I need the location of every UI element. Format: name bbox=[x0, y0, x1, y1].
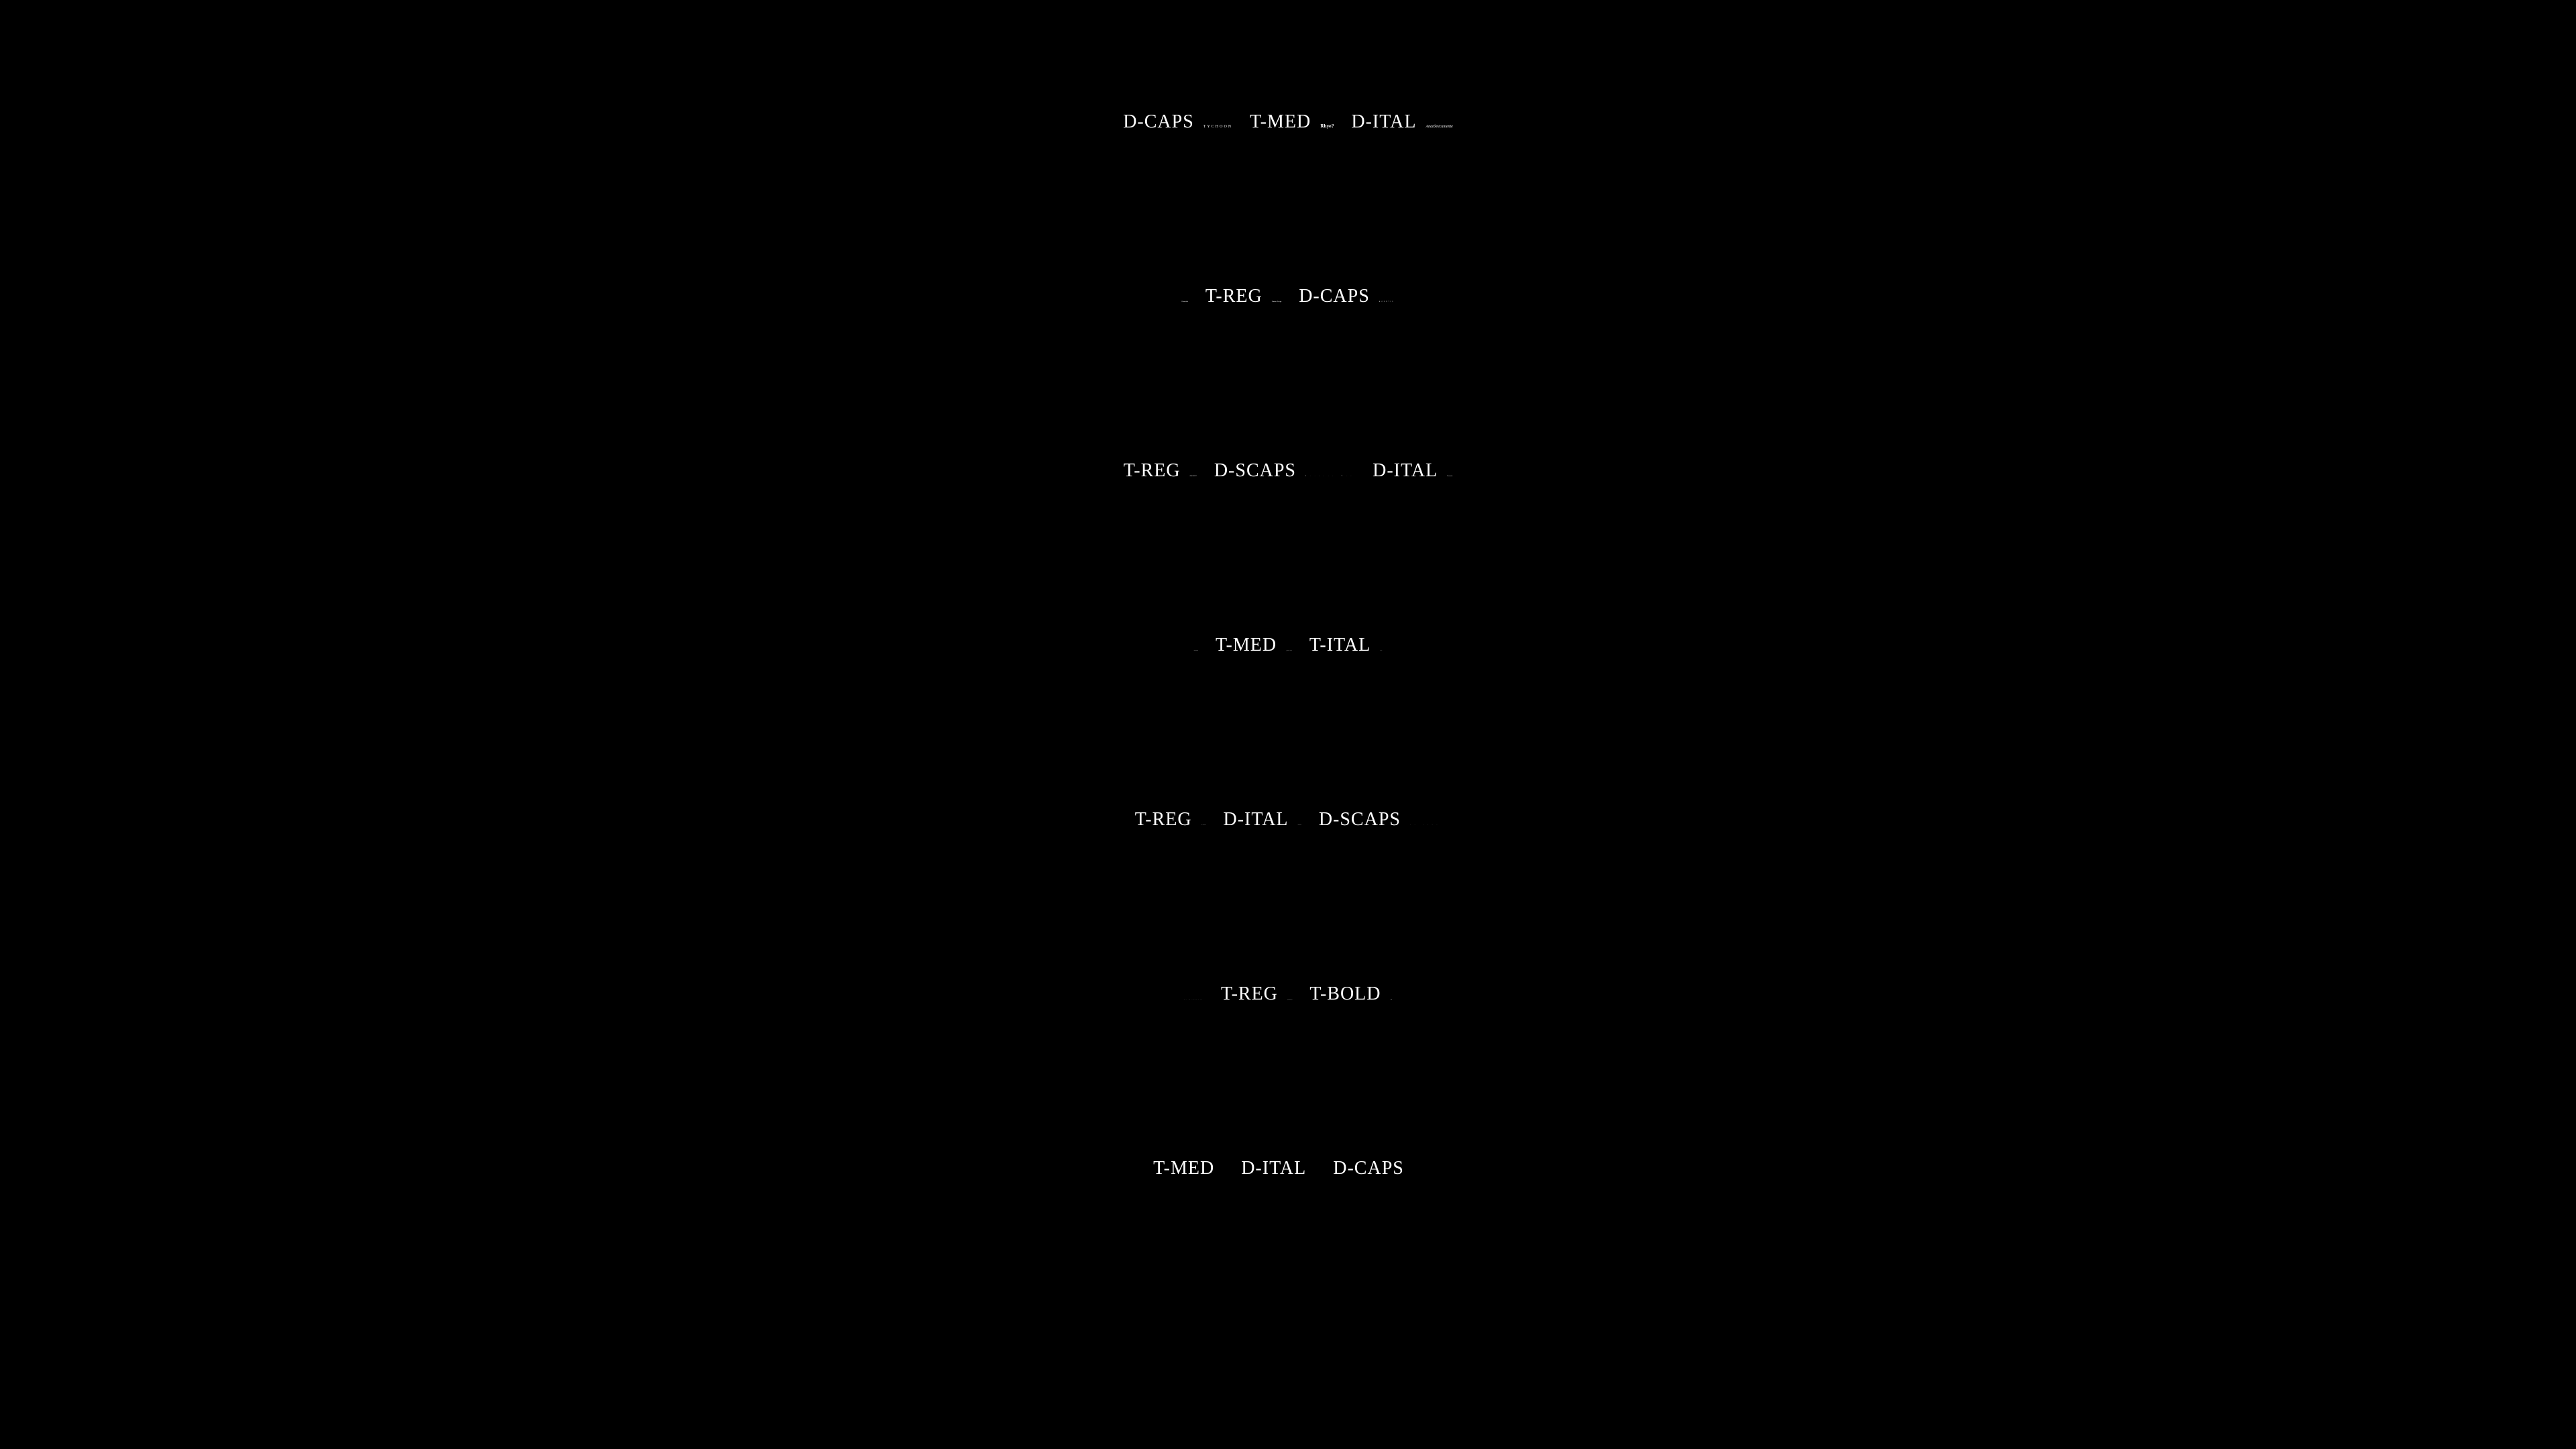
specimen-word: Planeta Tac bbox=[1305, 476, 1356, 477]
style-tag: D-ITAL bbox=[1223, 809, 1289, 830]
specimen-line-2 bbox=[0, 287, 2576, 306]
style-tag: D-CAPS bbox=[1333, 1158, 1404, 1179]
specimen-word: Communities bbox=[1297, 825, 1301, 826]
style-tag: T-REG bbox=[1134, 809, 1192, 830]
style-tag: D-CAPS bbox=[1123, 111, 1194, 132]
style-tag: T-REG bbox=[1123, 460, 1181, 481]
style-tag: D-CAPS bbox=[1299, 286, 1370, 307]
style-tag: T-BOLD bbox=[1309, 983, 1381, 1004]
specimen-word: Fomentan bbox=[1447, 476, 1453, 477]
specimen-word: The Heroines bbox=[1201, 825, 1206, 826]
specimen-line-3 bbox=[0, 462, 2576, 480]
specimen-line-7 bbox=[0, 1159, 2576, 1178]
style-tag: T-REG bbox=[1221, 983, 1278, 1004]
style-tag: T-MED bbox=[1250, 111, 1311, 132]
specimen-word: TYCHOON bbox=[1203, 125, 1233, 129]
style-tag: T-MED bbox=[1153, 1158, 1215, 1179]
specimen-word: &GENTIL bbox=[1379, 301, 1395, 303]
specimen-line-4 bbox=[0, 636, 2576, 655]
specimen-word: Anatómicamente bbox=[1426, 125, 1453, 129]
style-tag: D-ITAL bbox=[1351, 111, 1417, 132]
specimen-line-5 bbox=[0, 810, 2576, 829]
specimen-line-1 bbox=[0, 113, 2576, 131]
style-tag: D-ITAL bbox=[1241, 1158, 1307, 1179]
style-tag: T-MED bbox=[1215, 635, 1277, 655]
style-tag: D-SCAPS bbox=[1214, 460, 1296, 481]
specimen-word: Humanidad bbox=[1181, 301, 1188, 303]
style-tag: T-ITAL bbox=[1309, 635, 1371, 655]
style-tag: T-REG bbox=[1205, 286, 1263, 307]
style-tag: D-ITAL bbox=[1373, 460, 1438, 481]
style-tag: D-SCAPS bbox=[1318, 809, 1401, 830]
specimen-line-6 bbox=[0, 985, 2576, 1004]
specimen-word: La Tena bbox=[1409, 825, 1442, 826]
specimen-word: Rhye? bbox=[1320, 124, 1334, 129]
specimen-word: ₡$180967 bbox=[1189, 476, 1197, 477]
specimen-word: Piñatas Fuego bbox=[1271, 301, 1282, 303]
